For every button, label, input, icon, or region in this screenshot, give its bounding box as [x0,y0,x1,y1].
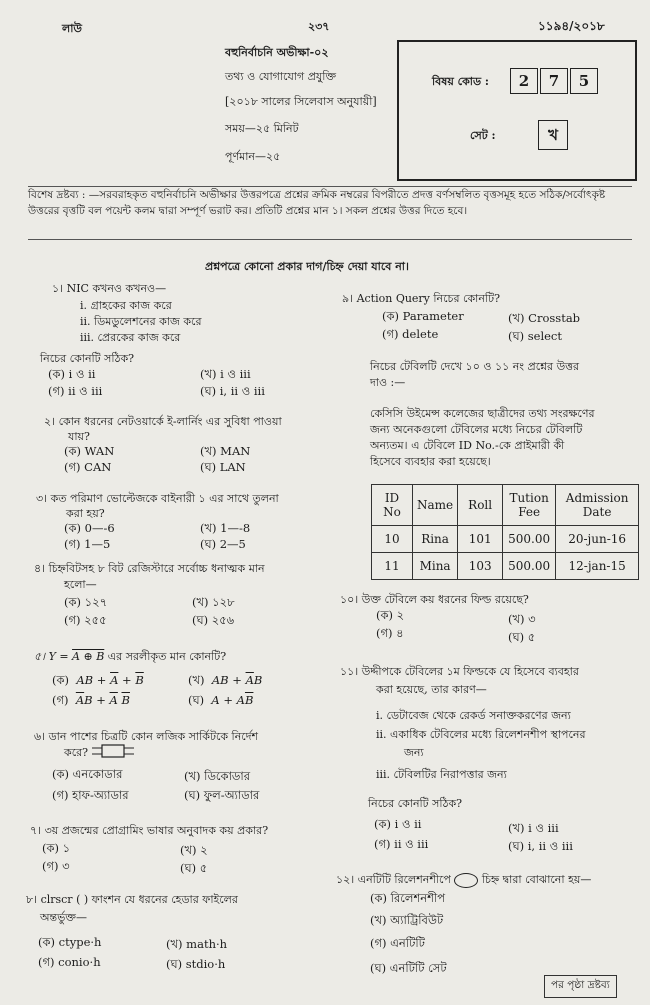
table-cell: 11 [372,553,413,580]
table-header-row [372,485,639,526]
q10-stem: ১০। উক্ত টেবিলে কয় ধরনের ফিল্ড রয়েছে? [340,593,529,606]
q8-option-gh[interactable]: (ঘ) stdio·h [166,957,226,971]
q6-stem: ৬। ডান পাশের চিত্রটি কোন লজিক সার্কিটকে নির্দেশ [34,730,258,743]
table-header: Admission Date [556,485,639,526]
q3-stem: ৩। কত পরিমাণ ভোল্টেজকে বাইনারী ১ এর সাথে তুলনা [36,492,279,505]
q2-option-k[interactable]: (ক) WAN [64,444,115,458]
q2-option-kh[interactable]: (খ) MAN [200,444,251,458]
q8-stem: ৮। clrscr ( ) ফাংশন যে ধরনের হেডার ফাইলের [26,893,238,906]
table-cell: 103 [458,553,503,580]
q11-option-kh[interactable]: (খ) i ও iii [508,821,559,835]
q11-stem: ১১। উদ্দীপকে টেবিলের ১ম ফিল্ডকে যে হিসেবে ব্যবহার [340,665,579,678]
q4-stem-cont: হলো— [64,578,97,591]
q11-statement: ii. একাধিক টেবিলের মধ্যে রিলেশনশীপ স্থাপনের [376,728,586,741]
q11-statement: i. ডেটাবেজ থেকে রেকর্ড সনাক্তকরণের জন্য [376,709,571,722]
q7-option-g[interactable]: (গ) ৩ [42,859,70,873]
page-header-left: লাউ [62,22,82,35]
q4-option-gh[interactable]: (ঘ) ২৫৬ [192,613,235,627]
q6-option-gh[interactable]: (ঘ) ফুল-অ্যাডার [184,788,260,802]
table-header: Roll [458,485,503,526]
q8-stem-cont: অন্তর্ভুক্ত— [40,911,87,924]
q12-option-gh[interactable]: (ঘ) এনটিটি সেট [370,961,447,975]
q2-stem-cont: যায়? [68,430,90,443]
next-page-note: পর পৃষ্ঠা দ্রষ্টব্য [544,975,617,998]
logic-circuit-icon [90,742,136,760]
q5-option-g[interactable]: (গ) $\overline{A}B + \overline{A}$ $\overline{B}$ [52,693,130,707]
q1-option-g[interactable]: (গ) ii ও iii [48,384,103,398]
q2-option-gh[interactable]: (ঘ) LAN [200,460,246,474]
q9-option-k[interactable]: (ক) Parameter [382,309,464,323]
q1-statement: iii. প্রেরকের কাজ করে [80,331,181,344]
stimulus-text: অন্যতম। এ টেবিলে ID No.-কে প্রাইমারী কী [370,439,565,452]
q2-option-g[interactable]: (গ) CAN [64,460,112,474]
q8-option-g[interactable]: (গ) conio·h [38,955,101,969]
q9-option-g[interactable]: (গ) delete [382,327,439,341]
q8-option-kh[interactable]: (খ) math·h [166,937,228,951]
table-header: ID No [372,485,413,526]
q12-option-kh[interactable]: (খ) অ্যাট্রিবিউট [370,913,444,927]
q6-option-g[interactable]: (গ) হাফ-অ্যাডার [52,788,129,802]
full-marks: পূর্ণমান—২৫ [225,150,281,163]
q12-stem-prefix: ১২। এনটিটি রিলেশনশীপে [336,873,451,886]
q12-stem-suffix: চিহ্ন দ্বারা বোঝানো হয়— [481,873,592,886]
stimulus-text: হিসেবে ব্যবহার করা হয়েছে। [370,455,491,468]
q11-stem-cont: করা হয়েছে, তার কারণ— [376,683,487,696]
q12-option-g[interactable]: (গ) এনটিটি [370,936,425,950]
subject-code-label: বিষয় কোড : [432,75,489,88]
q7-option-k[interactable]: (ক) ১ [42,841,71,855]
q7-option-gh[interactable]: (ঘ) ৫ [180,861,208,875]
exam-title: বহুনির্বাচনি অভীক্ষা-০২ [225,46,329,59]
q3-option-k[interactable]: (ক) 0—-6 [64,521,115,535]
q3-stem-cont: করা হয়? [66,507,105,520]
table-cell: Mina [413,553,458,580]
ellipse-symbol-icon [454,873,478,888]
q1-option-k[interactable]: (ক) i ও ii [48,367,96,381]
table-cell: 500.00 [503,553,556,580]
q6-option-k[interactable]: (ক) এনকোডার [52,767,123,781]
exam-time: সময়—২৫ মিনিট [225,122,299,135]
q11-statement-cont: জন্য [404,746,424,759]
q10-option-kh[interactable]: (খ) ৩ [508,612,536,626]
student-table [371,484,639,580]
q5-option-k[interactable]: (ক) AB + $\overline{A} + \overline{B}$ [52,673,144,687]
q1-statement: ii. ডিমডুলেশনের কাজ করে [80,315,202,328]
q1-option-gh[interactable]: (ঘ) i, ii ও iii [200,384,265,398]
subject-code-digit: 5 [570,68,598,94]
marking-warning: প্রশ্নপত্রে কোনো প্রকার দাগ/চিহ্ন দেয়া যাবে না। [205,260,409,273]
q5-stem-prefix: ৫। Y = [34,650,73,663]
stimulus-text: জন্য অনেকগুলো টেবিলের মধ্যে নিচের টেবিলটি [370,423,583,436]
q5-stem-suffix: এর সরলীকৃত মান কোনটি? [104,650,227,663]
q2-stem: ২। কোন ধরনের নেটওয়ার্কে ই-লার্নিং এর সুবিধা পাওয়া [44,415,282,428]
q1-stem: ১। NIC কখনও কখনও— [52,282,167,295]
q5-stem [34,648,226,667]
q9-option-gh[interactable]: (ঘ) select [508,329,562,343]
table-row [372,526,639,553]
q3-option-kh[interactable]: (খ) 1—-8 [200,521,251,535]
subject-code-digit: 7 [540,68,568,94]
q10-option-gh[interactable]: (ঘ) ৫ [508,630,536,644]
q11-option-gh[interactable]: (ঘ) i, ii ও iii [508,839,573,853]
table-cell: 20-jun-16 [556,526,639,553]
q4-option-k[interactable]: (ক) ১২৭ [64,595,108,609]
q11-prompt: নিচের কোনটি সঠিক? [368,797,463,810]
q7-stem: ৭। ৩য় প্রজন্মের প্রোগ্রামিং ভাষার অনুবাদক কয় প্রকার? [30,824,269,837]
q5-option-gh[interactable]: (ঘ) $A + A\overline{B}$ [188,693,254,707]
table-cell: 10 [372,526,413,553]
q1-option-kh[interactable]: (খ) i ও iii [200,367,251,381]
subject-title: তথ্য ও যোগাযোগ প্রযুক্তি [225,70,337,83]
q10-option-g[interactable]: (গ) ৪ [376,626,404,640]
q5-option-kh[interactable]: (খ) AB + $\overline{A}B$ [188,673,263,687]
q3-option-g[interactable]: (গ) 1—5 [64,537,111,551]
q6-stem-cont: করে? [64,746,89,759]
table-cell: 500.00 [503,526,556,553]
table-cell: 101 [458,526,503,553]
q1-statement: i. গ্রাহকের কাজ করে [80,299,172,312]
q4-stem: ৪। চিহ্নবিটসহ ৮ বিট রেজিস্টারে সর্বোচ্চ ধনাত্মক মান [34,562,265,575]
q12-stem [336,871,591,890]
q9-stem: ৯। Action Query নিচের কোনটি? [342,292,500,305]
table-header: Tution Fee [503,485,556,526]
q8-option-k[interactable]: (ক) ctype·h [38,935,102,949]
table-header: Name [413,485,458,526]
q12-option-k[interactable]: (ক) রিলেশনশীপ [370,891,446,905]
table-cell: 12-jan-15 [556,553,639,580]
q7-option-kh[interactable]: (খ) ২ [180,843,208,857]
subject-code-box [397,40,637,181]
set-label: সেট : [470,129,496,142]
stimulus-text: কেসিসি উইমেন্স কলেজের ছাত্রীদের তথ্য সংরক্ষণের [370,407,595,420]
q6-option-kh[interactable]: (খ) ডিকোডার [184,769,251,783]
q1-prompt: নিচের কোনটি সঠিক? [40,352,135,365]
q4-option-kh[interactable]: (খ) ১২৮ [192,595,235,609]
special-instruction: বিশেষ দ্রষ্টব্য : —সরবরাহকৃত বহুনির্বাচনি অভীক্ষার উত্তরপত্রে প্রশ্নের ক্রমিক নম্বরের বিপরীতে প্রদত্ত বর্ণসম্বলিত বৃত্তসমূহ হতে সঠিক/সর্বোৎকৃষ্ট উত্তরের বৃত্তটি বল পয়েন্ট কলম দ্বারা সম্পূর্ণ ভরাট কর। প্রতিটি প্রশ্নের মান ১। সকল প্রশ্নের উত্তর দিতে হবে। [28,186,632,240]
q11-option-k[interactable]: (ক) i ও ii [374,817,422,831]
q10-option-k[interactable]: (ক) ২ [376,608,405,622]
table-row [372,553,639,580]
syllabus-note: [২০১৮ সালের সিলেবাস অনুযায়ী] [225,95,377,108]
table-cell: Rina [413,526,458,553]
page-number: ২৩৭ [308,20,330,33]
subject-code-digit: 2 [510,68,538,94]
q11-statement: iii. টেবিলটির নিরাপত্তার জন্য [376,768,507,781]
page-header-right: ১১৯৪/২০১৮ [538,19,605,33]
q5-expression: A ⊕ B [72,650,105,663]
set-value: খ [538,120,568,150]
table-instruction-cont: দাও :— [370,376,406,389]
q4-option-g[interactable]: (গ) ২৫৫ [64,613,107,627]
q9-option-kh[interactable]: (খ) Crosstab [508,311,581,325]
table-instruction: নিচের টেবিলটি দেখে ১০ ও ১১ নং প্রশ্নের উত্তর [370,360,580,373]
q11-option-g[interactable]: (গ) ii ও iii [374,837,429,851]
q3-option-gh[interactable]: (ঘ) 2—5 [200,537,246,551]
